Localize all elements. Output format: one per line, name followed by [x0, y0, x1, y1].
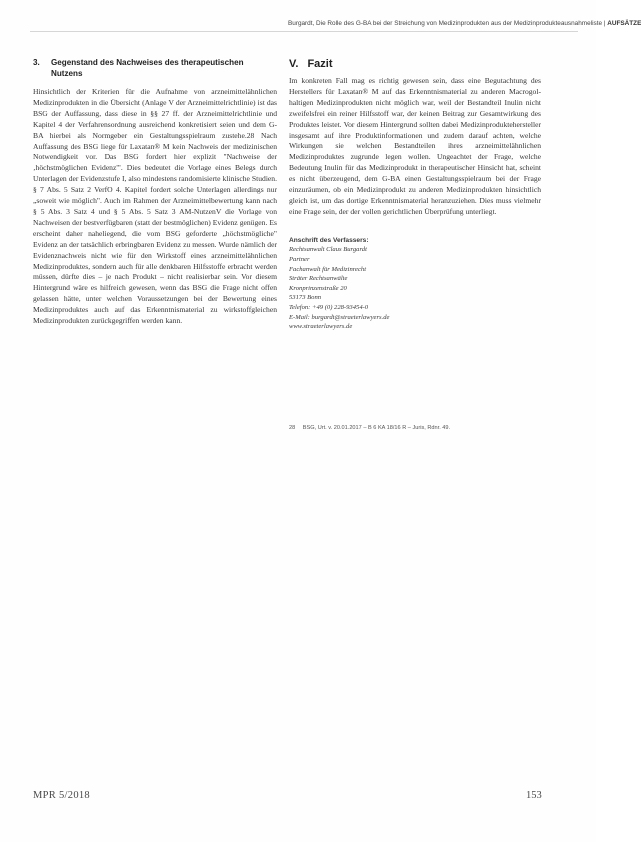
conclusion-number: V. — [289, 58, 299, 70]
body-paragraph: Hinsichtlich der Kriterien für die Aufnahme von arzneimittelähnlichen Medizinprodukten in die Übersicht (Anlage V der Arzneimittelrichtlinie) ist das BSG der Auffassung, dass diese in §§ 27 ff. der Arzneimittelrichtlinie und Kapitel 4 der Verfahrensordnung ausreichend konkretisiert seien und dem G-BA hierbei als Normgeber ein Gestaltungsspielraum zustehe.28 Nach Auffassung des BSG liege für Laxatan® M kein Nachweis der medizinischen Notwendigkeit vor. Das BSG fordert hier explizit "Nachweise der ‚höchstmöglichen Evidenz'". Dies bedeutet die Vorlage eines Belegs durch Unterlagen der Evidenzstufe I, also mindestens randomisierte klinische Studien. § 7 Abs. 5 Satz 2 VerfO 4. Kapitel fordert solche Unterlagen allerdings nur „soweit wie möglich". Auch im Rahmen der Arzneimittelbewertung kann nach § 5 Abs. 3 Satz 4 und § 5 Abs. 5 Satz 3 AM-NutzenV die Vorlage von Nachweisen der bestverfügbaren (statt der bestmöglichen) Evidenz genügen. Es erscheint daher naheliegend, die vom BSG geforderte „höchstmögliche" Evidenz an der tatsächlich erbringbaren Evidenz zu messen. Wurde nämlich der Evidenznachweis nicht wie für den Wirkstoff eines arzneimittelähnlichen Medizinproduktes, sondern auch für alle denkbaren Hilfsstoffe erbracht werden müssen, dürfte dies – je nach Produkt – nicht realisierbar sein. Vor diesem Hintergrund wäre es hilfreich gewesen, wenn das BSG die Frage nicht offen gelassen hätte, unter welchen Voraussetzungen bei der Bewertung eines Medizinproduktes auch auf das Erkenntnismaterial zu wirkstoffgleichen Medizinprodukten zurückgegriffen werden kann. — [33, 87, 277, 326]
conclusion-heading — [289, 58, 541, 70]
author-city: 53173 Bonn — [289, 294, 322, 302]
author-role: Partner — [289, 255, 310, 263]
header-rule — [30, 31, 578, 32]
author-name: Rechtsanwalt Claus Burgardt — [289, 246, 367, 254]
page-number: 153 — [526, 790, 542, 801]
section-title: Gegenstand des Nachweises des therapeutischen Nutzens — [51, 58, 244, 78]
journal-issue: MPR 5/2018 — [33, 790, 90, 801]
running-title: Burgardt, Die Rolle des G-BA bei der Streichung von Medizinprodukten aus der Medizinprodukteausnahmeliste — [288, 20, 603, 27]
header-separator: | — [603, 20, 606, 27]
right-column — [289, 58, 541, 332]
author-specialty: Fachanwalt für Medizinrecht — [289, 265, 367, 273]
author-website: www.straeterlawyers.de — [289, 323, 353, 331]
author-address — [289, 236, 541, 332]
running-header — [288, 20, 641, 27]
author-phone: Telefon: +49 (0) 228-93454-0 — [289, 303, 369, 311]
author-street: Kronprinzenstraße 20 — [289, 284, 347, 292]
conclusion-title: Fazit — [307, 58, 333, 70]
conclusion-paragraph: Im konkreten Fall mag es richtig gewesen sein, dass eine Begutachtung des Herstellers für Laxatan® M auf das Erkenntnismaterial zu anderen Macrogol-haltigen Medizinprodukten nicht möglich war, weil der Bestandteil Inulin nicht zweifelsfrei ein reiner Hilfsstoff war, der keinen Beitrag zur Gesamtwirkung des Produktes leistet. Vor diesem Hintergrund sollten dabei Medizinproduktehersteller insgesamt auf ihre Produktinformationen und zudem darauf achten, welche Wirkungen sie welchen Bestandteilen ihres arzneimittelähnlichen Medizinproduktes zugrunde legen wollen. Ungeachtet der Frage, welche Bedeutung Inulin für das Medizinprodukt in therapeutischer Hinsicht hat, scheint es nicht überzeugend, dem G-BA einen Gestaltungsspielraum bei der Frage einzuräumen, ob ein Medizinprodukt zu anderen Medizinprodukten hinsichtlich gleich ist, um das dortige Erkenntnismaterial heranzuziehen. Dies muss vielmehr eine Frage sein, der der vollen gerichtlichen Überprüfung unterliegt. — [289, 76, 541, 216]
footnote-text: BSG, Urt. v. 20.01.2017 – B 6 KA 18/16 R – Juris, Rdnr. 49. — [302, 425, 451, 431]
footnote-number: 28 — [289, 425, 296, 431]
left-column — [33, 58, 277, 327]
footnote — [289, 425, 541, 431]
section-label: AUFSÄTZE — [607, 20, 641, 27]
section-heading — [33, 58, 277, 79]
author-firm: Sträter Rechtsanwälte — [289, 275, 348, 283]
author-email: E-Mail: burgardt@straeterlawyers.de — [289, 313, 390, 321]
author-address-heading: Anschrift des Verfassers: — [289, 236, 369, 244]
section-number: 3. — [33, 58, 40, 67]
